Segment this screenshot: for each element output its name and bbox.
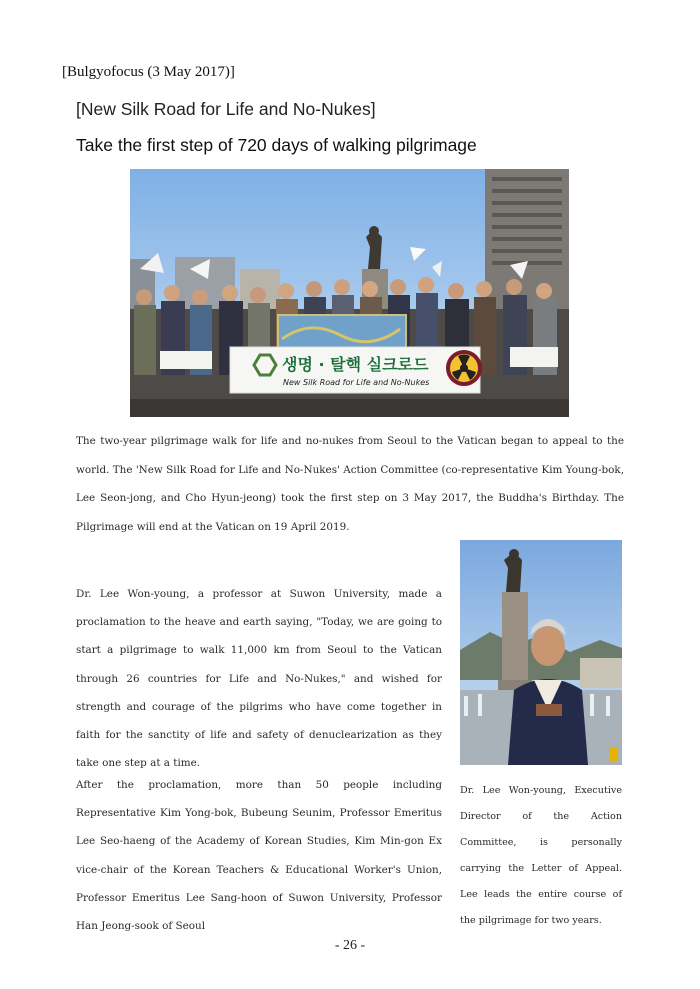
article-subheading: Take the first step of 720 days of walking pilgrimage xyxy=(76,135,477,155)
source-line: [Bulgyofocus (3 May 2017)] xyxy=(62,64,235,80)
intro-paragraph: The two-year pilgrimage walk for life and no-nukes from Seoul to the Vatican began to appeal to the world. The 'New Silk Road for Life and No-Nukes' Action Committee (co-representative Kim Young-bok, Lee Seon-jong, and Cho Hyun-jeong) took the first step on 3 May 2017, the Buddha's Birthday. The Pilgrimage will end at the Vatican on 19 April 2019. xyxy=(76,435,624,533)
portrait-caption: Dr. Lee Won-young, Executive Director of the Action Committee, is personally carrying the Letter of Appeal. Lee leads the entire course of the pilgrimage for two years. xyxy=(460,785,622,926)
proclamation-paragraph: Dr. Lee Won-young, a professor at Suwon University, made a proclamation to the heave and earth saying, "Today, we are going to start a pilgrimage to walk 11,000 km from Seoul to the Vatican through 26 countries for Life and No-Nukes," and wished for strength and courage of the pilgrims who have come together in faith for the sanctity of life and safety of denuclearization as they take one step at a time. xyxy=(76,588,442,770)
banner-english-text: New Silk Road for Life and No-Nukes xyxy=(283,378,430,387)
group-photo xyxy=(130,169,569,417)
page-number: - 26 - xyxy=(334,938,366,953)
portrait-photo xyxy=(460,540,622,765)
banner-korean-text: 생명 · 탈핵 실크로드 xyxy=(282,355,429,374)
after-proclamation-paragraph: After the proclamation, more than 50 people including Representative Kim Yong-bok, Bubeung Seunim, Professor Emeritus Lee Seo-haeng of the Academy of Korean Studies, Kim Min-gon Ex vice-chair of the Korean Teachers & Educational Worker's Union, Professor Emeritus Lee Sang-hoon of Suwon University, Professor Han Jeong-sook of Seoul xyxy=(76,779,442,933)
article-heading: [New Silk Road for Life and No-Nukes] xyxy=(76,99,376,119)
